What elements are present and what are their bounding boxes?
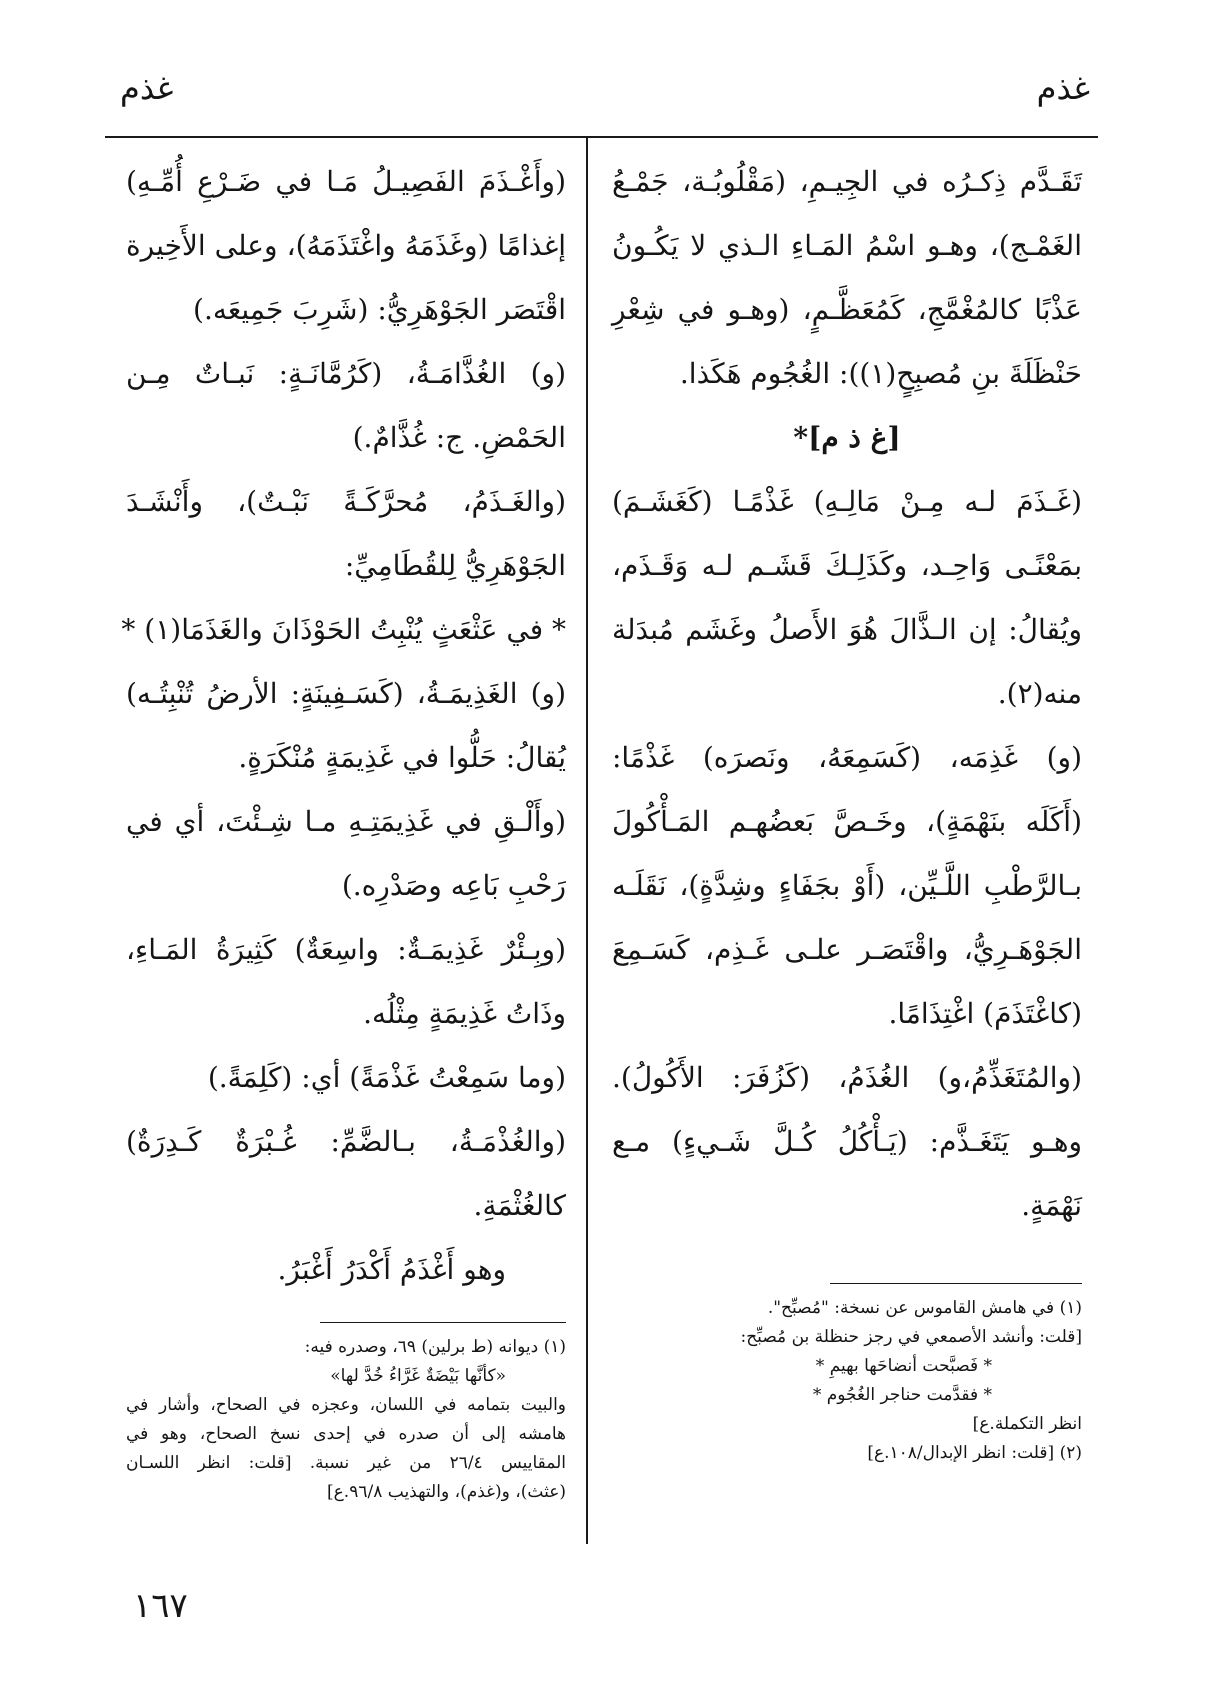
footnote-line: المقاييس ٢٦/٤ من غير نسبة. [قلت: انظر اللسـان (126, 1453, 567, 1473)
footnote-line: (٢) [قلت: انظر الإبدال/١٠٨.ع] (867, 1443, 1082, 1463)
text-line: (وأَلْـقِ في غَذِيمَتِـهِ مـا شِـئْتَ، أي في (126, 805, 566, 838)
footnote-verse: «كأنَّها بَيْضَةٌ غَرَّاءُ خُدَّ لها» (330, 1366, 506, 1386)
text-line: (و) الغَذِيمَـةُ، (كَسَـفِينَةٍ: الأرضُ تُنْبِتُـه) (126, 677, 566, 710)
entry-heading: [غ ذ م]* (793, 421, 901, 454)
text-line: (والمُتَغَذِّمُ،و) الغُذَمُ، (كَزُفَرَ: الأَكُولُ). (612, 1061, 1082, 1094)
footnote-rule-left (320, 1322, 566, 1323)
text-line: الجَوْهَرِيُّ لِلقُطَامِيِّ: (344, 549, 566, 582)
text-line: الجَوْهَـرِيُّ، واقْتَصَـر علـى غَـذِم، كَسَـمِعَ (612, 933, 1082, 966)
text-line: الحَمْضِ. ج: غُذَّامٌ.) (352, 421, 566, 454)
text-line: (وما سَمِعْتُ غَذْمَةً) أي: (كَلِمَةً.) (207, 1061, 566, 1094)
text-line: (غَـذَمَ لـه مِـنْ مَالِـهِ) غَذْمًـا (كَغَشَـمَ) (612, 485, 1082, 518)
text-line: إغذامًا (وغَذَمَهُ واغْتَذَمَهُ)، وعلى الأَخِيرة (126, 229, 566, 262)
text-line: وهـو يَتَغَـذَّم: (يَـأْكُلُ كُـلَّ شَـيءٍ) مـع (612, 1125, 1082, 1158)
text-line: (و) الغُذَّامَـةُ، (كَرُمَّانَـةٍ: نَبـاتٌ مِـن (126, 357, 566, 390)
text-line: الغَمْـج)، وهـو اسْمُ المَـاءِ الـذي لا يَكُـونُ (612, 229, 1082, 262)
text-line: (والغَـذَمُ، مُحرَّكَـةً نَبْـتٌ)، وأَنْشَـدَ (126, 485, 566, 518)
header-rule (105, 136, 1098, 138)
text-line: بمَعْنًـى وَاحِـد، وكَذَلِـكَ قَشَـم لـه وَقَـذَم، (612, 549, 1082, 582)
text-line: (وأَغْـذَمَ الفَصِيـلُ مَـا في ضَـرْعِ أُمِّـهِ) (126, 165, 566, 198)
footnote-line: انظر التكملة.ع] (972, 1414, 1082, 1434)
text-line: منه(٢). (997, 677, 1082, 710)
page-number: ١٦٧ (133, 1586, 188, 1626)
text-line: عَذْبًا كالمُغْمَّجِ، كَمُعَظَّـمٍ، (وهـو في شِعْرِ (612, 293, 1082, 326)
right-column (612, 150, 1082, 1238)
text-line: تَقَـدَّم ذِكـرُه في الجِيـمِ، (مَقْلُوبُـة، جَمْـعُ (612, 165, 1082, 198)
text-line: حَنْظَلَةَ بنِ مُصبِحٍ(١)): الغُجُوم هَكَذا. (679, 357, 1082, 390)
footnote-line: والبيت بتمامه في اللسان، وعجزه في الصحاح، وأشار في (126, 1395, 566, 1415)
text-line: وهو أَغْذَمُ أَكْدَرُ أَغْبَرُ. (277, 1253, 506, 1286)
footnote-line: [قلت: وأنشد الأصمعي في رجز حنظلة بن مُصبِّح: (740, 1327, 1082, 1347)
running-head-right: غذم (1036, 69, 1090, 107)
text-line: (أَكَلَه بنَهْمَةٍ)، وخَـصَّ بَعضُهـم المَـأْكُولَ (612, 805, 1082, 838)
footnotes-right (612, 1294, 1082, 1468)
footnote-line: (١) ديوانه (ط برلين) ٦٩، وصدره فيه: (304, 1337, 566, 1357)
text-line: رَحْبِ بَاعِه وصَدْرِه.) (341, 869, 566, 902)
footnote-rule-right (830, 1283, 1082, 1284)
footnotes-left (126, 1333, 566, 1507)
text-line: (و) غَذِمَه، (كَسَمِعَهُ، ونَصرَه) غَذْمًا: (612, 741, 1082, 774)
footnote-line: (١) في هامش القاموس عن نسخة: "مُصبِّح". (767, 1298, 1082, 1318)
text-line: (كاغْتَذَمَ) اغْتِذَامًا. (888, 997, 1082, 1030)
footnote-verse: * فقدَّمت حناجر الغُجُوم * (812, 1385, 992, 1405)
footnote-verse: * فَصبَّحت أنضاحَها بهيمِ * (815, 1356, 992, 1376)
text-line: نَهْمَةٍ. (1021, 1189, 1082, 1222)
text-line: كالغُثْمَةِ. (473, 1189, 566, 1222)
running-head-left: غذم (120, 69, 174, 107)
footnote-line: هامشه إلى أن صدره في إحدى نسخ الصحاح، وهو في (126, 1424, 566, 1444)
column-divider (586, 136, 588, 1544)
text-line: يُقالُ: حَلُّوا في غَذِيمَةٍ مُنْكَرَةٍ. (238, 741, 566, 774)
left-column (121, 150, 566, 1302)
text-line: (وبِـئْرٌ غَذِيمَـةٌ: واسِعَةٌ) كَثِيرَةُ المَـاءِ، (126, 933, 566, 966)
text-line: بـالرَّطْبِ اللَّـيِّن، (أَوْ بجَفَاءٍ وشِدَّةٍ)، نَقَلَـه (612, 869, 1082, 902)
text-line: (والغُذْمَـةُ، بـالضَّمِّ: غُـبْرَةٌ كَـدِرَةٌ) (126, 1125, 566, 1158)
text-line: وذَاتُ غَذِيمَةٍ مِثْلُه. (363, 997, 566, 1030)
text-line: اقْتَصَر الجَوْهَرِيُّ: (شَرِبَ جَمِيعَه.) (193, 293, 566, 326)
verse-line: * في عَثْعَثٍ يُنْبِتُ الحَوْذَانَ والغَذَمَا(١) * (121, 613, 566, 646)
footnote-line: (عثث)، و(غذم)، والتهذيب ٩٦/٨.ع] (327, 1482, 566, 1502)
text-line: ويُقالُ: إن الـذَّالَ هُوَ الأَصلُ وغَشَم مُبدَلة (612, 613, 1082, 646)
